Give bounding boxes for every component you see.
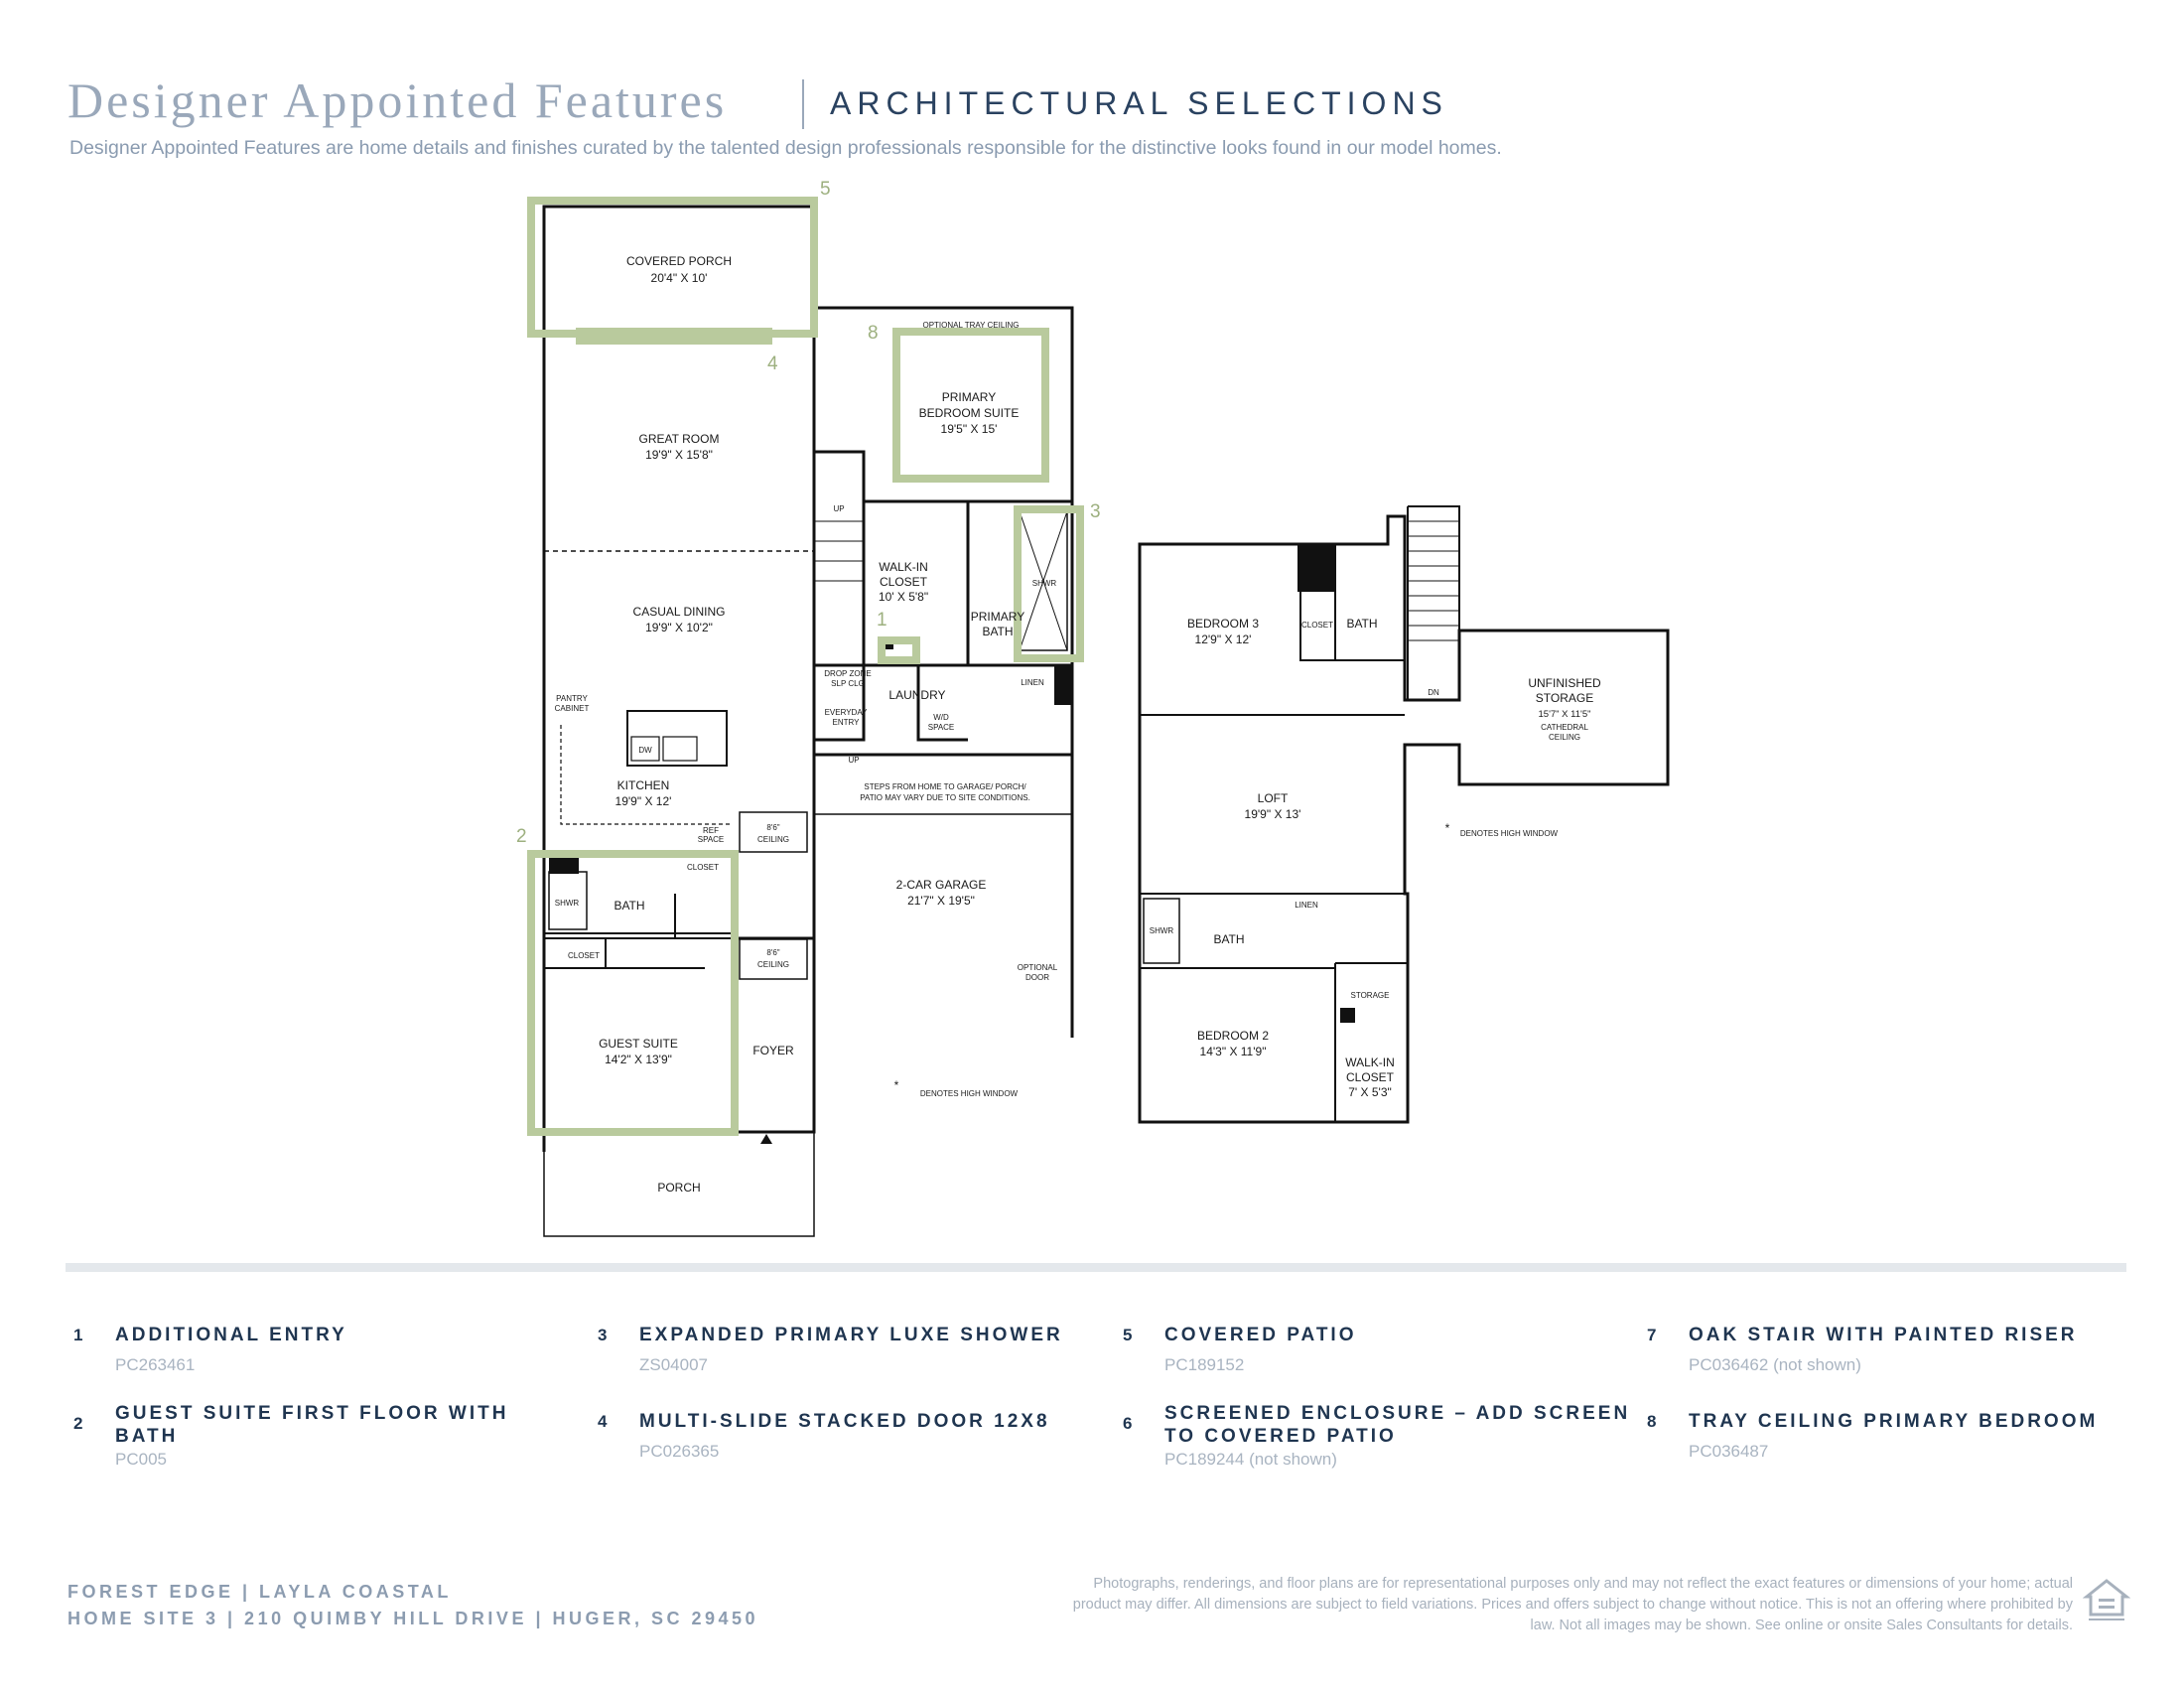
feature-6 [1123,1402,1639,1481]
highlight-guest-suite [531,854,735,1132]
label-guest-closet: CLOSET [567,951,601,960]
callout-1: 1 [877,610,887,631]
size-kitchen: 19'9" X 12' [614,794,672,808]
feature-name: MULTI-SLIDE STACKED DOOR 12X8 [639,1411,1050,1432]
size-bedroom3: 12'9" X 12' [1194,633,1252,646]
feature-number: 3 [598,1326,608,1344]
feature-name-line1: GUEST SUITE FIRST FLOOR WITH [115,1403,509,1424]
front-door-marker [760,1134,772,1144]
label-loft: LOFT [1257,791,1289,805]
feature-number: 1 [73,1326,83,1344]
label-ref-2: SPACE [697,835,725,844]
label-optional-door-1: OPTIONAL [1017,963,1058,972]
label-linen-sf: LINEN [1295,901,1318,910]
wall-fill-5 [1340,1008,1355,1023]
label-wic-sf-1: WALK-IN [1345,1055,1395,1069]
label-optional-door-2: DOOR [1025,973,1049,982]
size-garage: 21'7" X 19'5" [907,894,975,908]
label-guest-bath: BATH [614,899,645,913]
page-subtitle: ARCHITECTURAL SELECTIONS [830,85,1448,121]
foyer-walls [735,864,814,1132]
feature-number: 7 [1647,1326,1657,1344]
label-guest-shwr: SHWR [554,899,580,908]
kitchen-bottom-wall [544,854,814,938]
label-steps-note-2: PATIO MAY VARY DUE TO SITE CONDITIONS. [860,793,1030,802]
label-wd-2: SPACE [927,723,955,732]
label-ceiling-2a: 8'6" [766,948,780,957]
label-everyday-1: EVERYDAY [824,708,868,717]
size-walk-in: 10' X 5'8" [878,590,929,604]
size-covered-porch: 20'4" X 10' [650,271,708,285]
callout-4: 4 [767,353,778,374]
label-drop-zone-1: DROP ZONE [824,669,872,678]
label-storage-4: CEILING [1548,733,1581,742]
section-divider [66,1263,2126,1272]
feature-name-line2: TO COVERED PATIO [1164,1426,1397,1447]
feature-code: PC189152 [1164,1355,1245,1374]
feature-number: 5 [1123,1326,1133,1344]
label-guest-suite: GUEST SUITE [599,1037,678,1051]
label-bedroom3-closet: CLOSET [1300,621,1334,630]
size-loft: 19'9" X 13' [1244,807,1301,821]
feature-name-line2: BATH [115,1426,179,1447]
label-steps-note-1: STEPS FROM HOME TO GARAGE/ PORCH/ [864,782,1026,791]
label-ref-1: REF [703,826,719,835]
label-great-room: GREAT ROOM [638,432,720,446]
highlight-additional-entry [882,640,916,660]
label-storage-sf: STORAGE [1350,991,1390,1000]
label-primary-bedroom-2: BEDROOM SUITE [918,406,1020,420]
ceiling-box-2 [740,939,807,979]
label-dw: DW [638,746,652,755]
stair-outline [1408,506,1459,700]
feature-code: PC026365 [639,1442,720,1461]
label-pantry-2: CABINET [554,704,590,713]
legal-disclaimer: Photographs, renderings, and floor plans are for representational purposes only and may not reflect the exact features or dimensions of your home; actual product may differ. All dimensions are subject to field variations. Prices and offers subject to change without notice. This is not an offering where prohibited by law. Not all images may be shown. See online or onsite Sales Consultants for details. [1072,1576,2073,1633]
label-high-window-2: DENOTES HIGH WINDOW [1459,829,1559,838]
label-ceiling-1a: 8'6" [766,823,780,832]
feature-name: EXPANDED PRIMARY LUXE SHOWER [639,1325,1063,1345]
label-storage-1: UNFINISHED [1528,676,1601,690]
label-shwr-sf: SHWR [1149,926,1174,935]
label-walk-in-2: CLOSET [879,575,928,589]
label-ceiling-1b: CEILING [756,835,790,844]
label-drop-zone-2: SLP CLG [831,679,865,688]
label-shwr: SHWR [1031,579,1057,588]
feature-4 [598,1410,1114,1470]
feature-name: ADDITIONAL ENTRY [115,1325,347,1345]
wall-fill-1 [1297,544,1335,592]
label-guest-closet-top: CLOSET [686,863,720,872]
label-walk-in-1: WALK-IN [879,560,928,574]
label-foyer: FOYER [752,1044,794,1057]
label-optional-tray: OPTIONAL TRAY CEILING [922,321,1020,330]
label-ceiling-2b: CEILING [756,960,790,969]
counter-outline [561,725,730,824]
wall-fill-3 [1054,665,1072,705]
feature-number: 4 [598,1412,608,1431]
callout-2: 2 [516,826,527,847]
callout-8: 8 [868,323,879,344]
address-line: HOME SITE 3 | 210 QUIMBY HILL DRIVE | HUGER, SC 29450 [68,1609,759,1628]
feature-2 [73,1402,590,1481]
label-bedroom3: BEDROOM 3 [1186,617,1260,631]
stair-treads-2 [1408,521,1459,640]
label-bath2-sf: BATH [1213,932,1245,946]
label-linen: LINEN [1021,678,1044,687]
feature-code: PC036487 [1689,1442,1769,1461]
community-info [68,1579,758,1632]
feature-code: ZS04007 [639,1355,708,1374]
feature-7 [1647,1324,2143,1383]
highlight-tray-ceiling [896,332,1045,479]
label-casual-dining: CASUAL DINING [632,605,726,619]
size-guest-suite: 14'2" X 13'9" [605,1053,672,1066]
label-porch: PORCH [657,1181,701,1195]
feature-code: PC263461 [115,1355,196,1374]
size-primary-bedroom: 19'5" X 15' [940,422,998,436]
feature-number: 8 [1647,1412,1657,1431]
size-wic-sf: 7' X 5'3" [1348,1085,1392,1099]
callout-5: 5 [820,179,831,200]
label-primary-bath-1: PRIMARY [970,610,1025,624]
label-laundry: LAUNDRY [888,688,946,702]
label-covered-porch: COVERED PORCH [625,254,733,268]
asterisk-1: * [893,1078,899,1092]
feature-code: PC189244 (not shown) [1164,1450,1337,1469]
equal-housing-opportunity-icon [2083,1575,2130,1624]
page-title: Designer Appointed Features [68,72,728,128]
feature-name: COVERED PATIO [1164,1325,1357,1345]
feature-5 [1123,1324,1639,1383]
kitchen-island [627,711,727,766]
feature-3 [598,1324,1114,1383]
label-wd-1: W/D [933,713,949,722]
stair-treads [814,521,864,581]
callout-3: 3 [1090,501,1101,522]
community-line: FOREST EDGE | LAYLA COASTAL [68,1582,452,1602]
size-storage: 15'7" X 11'5" [1538,709,1591,720]
sink [663,737,697,761]
label-storage-2: STORAGE [1535,691,1594,705]
size-casual-dining: 19'9" X 10'2" [645,621,713,634]
feature-name-line1: SCREENED ENCLOSURE – ADD SCREEN [1164,1403,1631,1424]
feature-code: PC036462 (not shown) [1689,1355,1861,1374]
label-up: UP [833,504,845,513]
label-dn: DN [1428,688,1439,697]
label-bedroom2: BEDROOM 2 [1196,1029,1270,1043]
label-up-2: UP [848,756,860,765]
label-storage-3: CATHEDRAL [1541,723,1588,732]
asterisk-2: * [1444,821,1450,835]
label-garage: 2-CAR GARAGE [895,878,987,892]
feature-code: PC005 [115,1450,167,1469]
feature-1 [73,1324,550,1383]
feature-8 [1647,1410,2143,1470]
label-bath-sf: BATH [1346,617,1378,631]
size-great-room: 19'9" X 15'8" [645,448,713,462]
feature-name: TRAY CEILING PRIMARY BEDROOM [1689,1411,2099,1432]
label-primary-bath-2: BATH [982,625,1014,638]
feature-name: OAK STAIR WITH PAINTED RISER [1689,1325,2078,1345]
size-bedroom2: 14'3" X 11'9" [1199,1045,1267,1058]
label-wic-sf-2: CLOSET [1345,1070,1395,1084]
ceiling-box [740,812,807,852]
intro-text: Designer Appointed Features are home details and finishes curated by the talented design professionals responsible for the distinctive looks found in our model homes. [69,137,1502,159]
feature-number: 6 [1123,1414,1133,1433]
label-pantry-1: PANTRY [556,694,588,703]
label-high-window-1: DENOTES HIGH WINDOW [919,1089,1019,1098]
feature-number: 2 [73,1414,83,1433]
label-primary-bedroom-1: PRIMARY [941,390,997,404]
label-kitchen: KITCHEN [616,778,670,792]
label-everyday-2: ENTRY [832,718,860,727]
